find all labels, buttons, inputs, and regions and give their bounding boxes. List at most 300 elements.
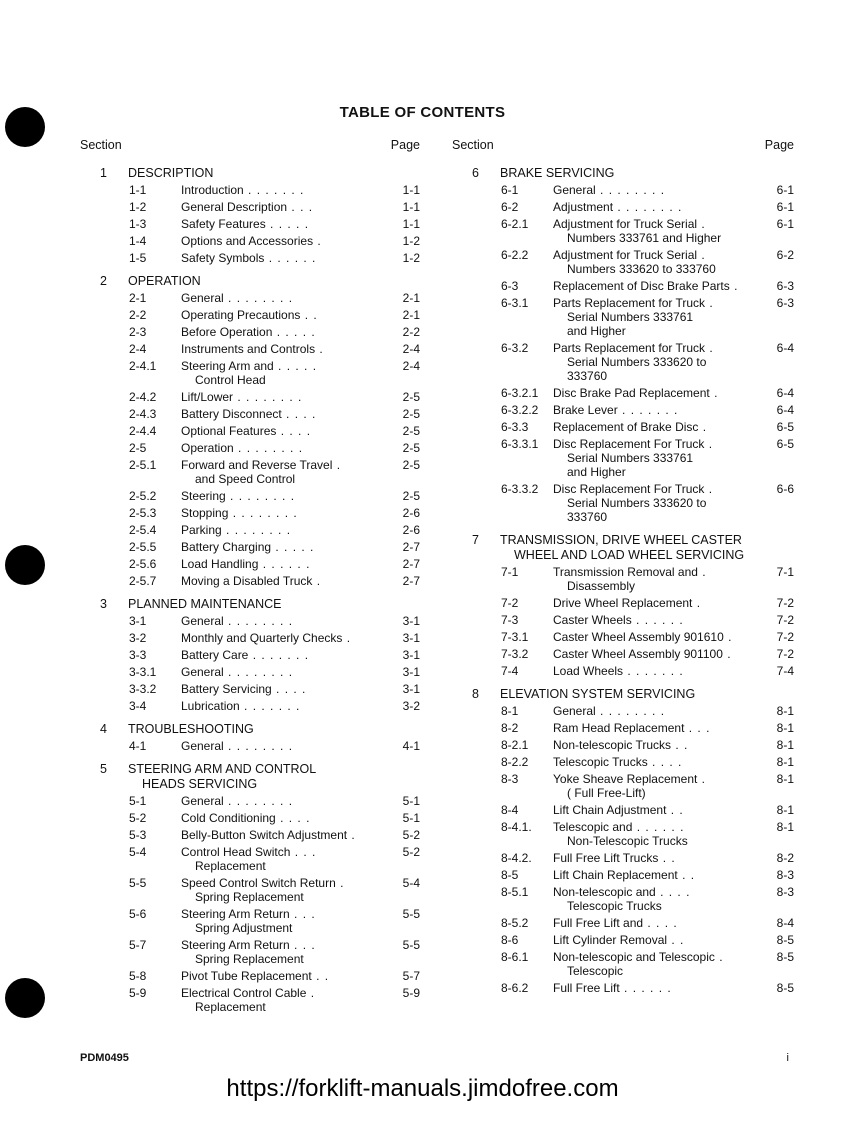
entry-title: Battery Charging (181, 540, 272, 554)
entry-text (181, 907, 384, 935)
entry-text (553, 916, 758, 930)
right-sections (452, 166, 794, 995)
entry-page: 2-5 (402, 489, 420, 503)
entry-number: 8-2.2 (501, 755, 529, 769)
entry-number: 3-4 (129, 699, 147, 713)
entry-page: 2-2 (402, 325, 420, 339)
entry-page: 2-7 (402, 557, 420, 571)
leader-dots: . . . (287, 200, 314, 214)
entry-title: Lift/Lower (181, 390, 234, 404)
leader-dots: . . . . (655, 885, 691, 899)
leader-dots: . (342, 631, 352, 645)
leader-dots: . . . . . . . . (223, 291, 294, 305)
entry-number: 8-5.1 (501, 885, 529, 899)
leader-dots: . (312, 574, 322, 588)
leader-dots: . (722, 647, 732, 661)
entry-text (553, 613, 758, 627)
entry-page: 1-2 (402, 234, 420, 248)
entry-title: Adjustment for Truck Serial (553, 248, 698, 262)
entry-title: Parking (181, 523, 222, 537)
entry-page: 1-1 (402, 183, 420, 197)
entry-title: Adjustment (553, 200, 614, 214)
toc-entry (80, 828, 420, 842)
toc-entry (80, 557, 420, 571)
leader-dots: . (705, 296, 714, 310)
entry-number: 6-3 (501, 279, 519, 293)
entry-text (553, 341, 758, 383)
entry-page: 1-2 (402, 251, 420, 265)
entry-number: 5-4 (129, 845, 147, 859)
entry-title: Options and Accessories (181, 234, 314, 248)
toc-entry (80, 811, 420, 825)
entry-title: Lift Chain Adjustment (553, 803, 667, 817)
entry-text (181, 200, 384, 214)
entry-number: 8-6 (501, 933, 519, 947)
leader-dots: . (692, 596, 702, 610)
toc-entry (80, 739, 420, 753)
leader-dots: . . . . . . (632, 820, 685, 834)
section-title (80, 762, 420, 792)
entry-title-continued: Disassembly (567, 579, 636, 593)
toc-entry (452, 885, 794, 913)
entry-number: 2-4.3 (129, 407, 157, 421)
entry-title: Full Free Lift Trucks (553, 851, 659, 865)
entry-text (553, 482, 758, 524)
entry-number: 7-4 (501, 664, 519, 678)
entry-page: 6-1 (776, 183, 794, 197)
entry-number: 5-8 (129, 969, 147, 983)
leader-dots: . . . . . . (258, 557, 311, 571)
entry-page: 5-2 (402, 845, 420, 859)
entry-title: Pivot Tube Replacement (181, 969, 312, 983)
entry-number: 2-5.1 (129, 458, 157, 472)
section-number: 2 (100, 274, 107, 288)
entry-text (553, 664, 758, 678)
entry-title: General (181, 665, 224, 679)
leader-dots: . . . . . . . . (223, 739, 294, 753)
entry-text (181, 986, 384, 1014)
entry-text (553, 565, 758, 593)
toc-section (80, 762, 420, 1014)
entry-page: 6-5 (776, 420, 794, 434)
entry-number: 2-5.5 (129, 540, 157, 554)
entry-page: 2-1 (402, 291, 420, 305)
entry-title: Steering Arm Return (181, 907, 290, 921)
entry-title: Replacement of Disc Brake Parts (553, 279, 730, 293)
entry-page: 3-1 (402, 682, 420, 696)
leader-dots: . . . . . (272, 325, 316, 339)
entry-page: 8-5 (776, 950, 794, 964)
entry-text (553, 820, 758, 848)
leader-dots: . . . . . . (631, 613, 684, 627)
entry-number: 3-3 (129, 648, 147, 662)
entry-page: 6-4 (776, 341, 794, 355)
entry-title: Replacement of Brake Disc (553, 420, 699, 434)
page-header-label: Page (764, 138, 794, 152)
entry-page: 3-1 (402, 648, 420, 662)
entry-text (181, 424, 384, 438)
entry-title: Caster Wheels (553, 613, 632, 627)
entry-number: 6-2 (501, 200, 519, 214)
entry-number: 5-2 (129, 811, 147, 825)
entry-page: 5-1 (402, 794, 420, 808)
entry-title: Full Free Lift (553, 981, 620, 995)
leader-dots: . (313, 234, 322, 248)
entry-number: 8-6.1 (501, 950, 529, 964)
toc-entry (80, 441, 420, 455)
source-url[interactable]: https://forklift-manuals.jimdofree.com (226, 1075, 619, 1102)
toc-entry (452, 482, 794, 524)
entry-text (553, 738, 758, 752)
entry-number: 8-3 (501, 772, 519, 786)
entry-page: 5-5 (402, 938, 420, 952)
entry-page: 7-2 (776, 596, 794, 610)
document-id: PDM0495 (80, 1052, 129, 1064)
entry-title: Battery Disconnect (181, 407, 282, 421)
entry-text (181, 682, 384, 696)
entry-title-continued: and Speed Control (195, 472, 296, 486)
leader-dots: . . . . (647, 755, 683, 769)
section-title (80, 166, 420, 181)
entry-number: 7-3 (501, 613, 519, 627)
toc-section (80, 722, 420, 753)
section-title-continued: HEADS SERVICING (142, 777, 258, 791)
entry-title-continued: Non-Telescopic Trucks (567, 834, 688, 848)
toc-entry (80, 407, 420, 421)
entry-page: 2-5 (402, 458, 420, 472)
entry-title: Optional Features (181, 424, 277, 438)
toc-entry (452, 851, 794, 865)
entry-page: 7-4 (776, 664, 794, 678)
entry-page: 8-1 (776, 721, 794, 735)
entry-number: 6-3.2 (501, 341, 529, 355)
entry-text (553, 183, 758, 197)
toc-entry (452, 565, 794, 593)
toc-entry (80, 648, 420, 662)
entry-page: 8-4 (776, 916, 794, 930)
entry-number: 5-1 (129, 794, 147, 808)
toc-section (80, 274, 420, 588)
leader-dots: . . . (289, 907, 316, 921)
toc-section (452, 533, 794, 678)
entry-title-continued: Serial Numbers 333761 (567, 451, 694, 465)
entry-title-continued: and Higher (567, 324, 626, 338)
toc-entry (80, 217, 420, 231)
entry-number: 6-3.3 (501, 420, 529, 434)
entry-text (181, 739, 384, 753)
entry-title-continued: ( Full Free-Lift) (567, 786, 646, 800)
entry-text (181, 828, 384, 842)
entry-text (181, 665, 384, 679)
entry-text (553, 755, 758, 769)
entry-text (181, 811, 384, 825)
punch-hole-middle (5, 545, 45, 585)
section-number: 8 (472, 687, 479, 701)
entry-number: 5-3 (129, 828, 147, 842)
entry-text (181, 631, 384, 645)
toc-entry (80, 308, 420, 322)
entry-page: 6-4 (776, 403, 794, 417)
entry-number: 6-2.2 (501, 248, 529, 262)
toc-entry (80, 614, 420, 628)
toc-entry (452, 664, 794, 678)
leader-dots: . . . (684, 721, 711, 735)
entry-number: 6-3.3.2 (501, 482, 539, 496)
entry-number: 6-2.1 (501, 217, 529, 231)
entry-title-continued: Serial Numbers 333620 to (567, 496, 707, 510)
entry-text (553, 248, 758, 276)
entry-number: 7-1 (501, 565, 519, 579)
section-number: 6 (472, 166, 479, 180)
entry-title-continued: Numbers 333761 and Higher (567, 231, 722, 245)
entry-title: Moving a Disabled Truck (181, 574, 313, 588)
entry-text (181, 390, 384, 404)
entry-text (553, 772, 758, 800)
entry-page: 5-2 (402, 828, 420, 842)
leader-dots: . . . . . . . . (233, 390, 303, 404)
entry-number: 8-2.1 (501, 738, 529, 752)
left-sections (80, 166, 420, 1014)
toc-entry (80, 574, 420, 588)
entry-number: 2-5.4 (129, 523, 157, 537)
entry-text (181, 458, 384, 486)
toc-entry (452, 738, 794, 752)
entry-title: Operation (181, 441, 234, 455)
entry-page: 2-7 (402, 574, 420, 588)
toc-entry (452, 341, 794, 383)
entry-text (553, 200, 758, 214)
entry-page: 2-6 (402, 506, 420, 520)
toc-entry (452, 868, 794, 882)
entry-text (181, 234, 384, 248)
entry-page: 4-1 (402, 739, 420, 753)
entry-page: 2-1 (402, 308, 420, 322)
entry-title: Telescopic and (553, 820, 633, 834)
leader-dots: . (704, 482, 714, 496)
section-title-text: TROUBLESHOOTING (128, 722, 254, 736)
entry-title-continued: Control Head (195, 373, 266, 387)
leader-dots: . . . . . . . . (221, 523, 292, 537)
entry-title: General (181, 739, 224, 753)
leader-dots: . (306, 986, 316, 1000)
entry-text (181, 574, 384, 588)
toc-entry (452, 420, 794, 434)
leader-dots: . . . . . . . . (613, 200, 683, 214)
entry-number: 2-5 (129, 441, 147, 455)
toc-entry (80, 234, 420, 248)
entry-title: General (181, 794, 224, 808)
entry-title: Forward and Reverse Travel (181, 458, 333, 472)
toc-entry (452, 403, 794, 417)
entry-text (181, 523, 384, 537)
entry-text (181, 489, 384, 503)
entry-text (181, 540, 384, 554)
entry-number: 6-3.3.1 (501, 437, 539, 451)
entry-number: 5-7 (129, 938, 147, 952)
entry-title: General Description (181, 200, 288, 214)
entry-text (553, 803, 758, 817)
toc-entry (80, 251, 420, 265)
leader-dots: . . . (289, 938, 316, 952)
entry-page: 8-3 (776, 885, 794, 899)
entry-title: Steering Arm Return (181, 938, 290, 952)
section-title (452, 533, 794, 563)
leader-dots: . . (658, 851, 676, 865)
entry-text (553, 868, 758, 882)
toc-entry (452, 296, 794, 338)
section-header-label: Section (452, 138, 494, 152)
entry-title: Steering Arm and (181, 359, 274, 373)
section-title-text: TRANSMISSION, DRIVE WHEEL CASTER (500, 533, 742, 547)
entry-text (181, 342, 384, 356)
entry-title-continued: Replacement (195, 1000, 266, 1014)
entry-text (181, 557, 384, 571)
toc-entry (80, 969, 420, 983)
entry-title: Before Operation (181, 325, 273, 339)
entry-number: 7-3.2 (501, 647, 529, 661)
entry-number: 6-3.2.2 (501, 403, 539, 417)
section-number: 5 (100, 762, 107, 776)
entry-number: 2-4.1 (129, 359, 157, 373)
toc-entry (80, 907, 420, 935)
leader-dots: . (714, 950, 724, 964)
leader-dots: . . . . . . . . (233, 441, 304, 455)
leader-dots: . . . . . . . . (595, 704, 666, 718)
entry-title: Operating Precautions (181, 308, 301, 322)
entry-number: 2-3 (129, 325, 147, 339)
column-header (452, 138, 794, 156)
toc-entry (452, 772, 794, 800)
toc-entry (452, 279, 794, 293)
entry-number: 2-4.2 (129, 390, 157, 404)
entry-text (553, 704, 758, 718)
toc-entry (80, 540, 420, 554)
entry-number: 8-2 (501, 721, 519, 735)
entry-page: 8-1 (776, 704, 794, 718)
toc-entry (80, 794, 420, 808)
entry-page: 2-6 (402, 523, 420, 537)
entry-title: Instruments and Controls (181, 342, 316, 356)
leader-dots: . . . . . . (264, 251, 317, 265)
punch-hole-bottom (5, 978, 45, 1018)
leader-dots: . . . . (643, 916, 678, 930)
toc-entry (452, 933, 794, 947)
toc-left-column (80, 138, 420, 1023)
entry-title-continued: Spring Replacement (195, 952, 304, 966)
entry-title-continued: and Higher (567, 465, 626, 479)
entry-number: 2-5.7 (129, 574, 157, 588)
entry-page: 2-5 (402, 390, 420, 404)
entry-page: 5-9 (402, 986, 420, 1000)
entry-title: Adjustment for Truck Serial (553, 217, 698, 231)
entry-text (181, 699, 384, 713)
entry-title: Caster Wheel Assembly 901100 (553, 647, 723, 661)
entry-text (553, 217, 758, 245)
entry-title: Parts Replacement for Truck (553, 296, 706, 310)
entry-page: 5-5 (402, 907, 420, 921)
section-title (452, 166, 794, 181)
leader-dots: . (347, 828, 356, 842)
toc-entry (452, 437, 794, 479)
entry-text (181, 217, 384, 231)
entry-number: 5-6 (129, 907, 147, 921)
entry-title: Stopping (181, 506, 229, 520)
entry-page: 7-2 (776, 647, 794, 661)
entry-title-continued: Numbers 333620 to 333760 (567, 262, 716, 276)
leader-dots: . . . . . . (619, 981, 672, 995)
leader-dots: . . . (290, 845, 317, 859)
entry-title: General (181, 291, 224, 305)
entry-title: Lift Cylinder Removal (553, 933, 668, 947)
entry-text (553, 296, 758, 338)
entry-page: 3-1 (402, 614, 420, 628)
entry-page: 3-1 (402, 665, 420, 679)
entry-text (553, 630, 758, 644)
entry-title: Steering (181, 489, 226, 503)
section-number: 1 (100, 166, 107, 180)
section-number: 7 (472, 533, 479, 547)
toc-entry (452, 704, 794, 718)
entry-number: 8-4.1. (501, 820, 532, 834)
entry-title: Non-telescopic Trucks (553, 738, 672, 752)
toc-entry (452, 820, 794, 848)
entry-title: Drive Wheel Replacement (553, 596, 693, 610)
toc-entry (80, 342, 420, 356)
toc-entry (452, 803, 794, 817)
toc-entry (80, 424, 420, 438)
entry-title: Yoke Sheave Replacement (553, 772, 698, 786)
entry-title-continued: 333760 (567, 510, 608, 524)
leader-dots: . (723, 630, 733, 644)
entry-number: 2-4.4 (129, 424, 157, 438)
entry-text (553, 403, 758, 417)
entry-page: 5-4 (402, 876, 420, 890)
section-header-label: Section (80, 138, 122, 152)
toc-section (80, 597, 420, 713)
toc-entry (452, 721, 794, 735)
entry-title: Non-telescopic and (553, 885, 656, 899)
section-title-text: OPERATION (128, 274, 201, 288)
entry-page: 2-5 (402, 424, 420, 438)
leader-dots: . . (667, 933, 685, 947)
section-number: 3 (100, 597, 107, 611)
entry-title-continued: Replacement (195, 859, 266, 873)
entry-text (553, 950, 758, 978)
toc-entry (80, 986, 420, 1014)
entry-title: Battery Servicing (181, 682, 272, 696)
entry-number: 1-5 (129, 251, 147, 265)
entry-text (181, 794, 384, 808)
entry-title-continued: Serial Numbers 333761 (567, 310, 694, 324)
entry-number: 5-5 (129, 876, 147, 890)
entry-text (553, 420, 758, 434)
toc-entry (452, 613, 794, 627)
leader-dots: . . . . . . . . (223, 614, 294, 628)
toc-entry (80, 390, 420, 404)
leader-dots: . . . . . (273, 359, 318, 373)
leader-dots: . (697, 248, 706, 262)
entry-title: Telescopic Trucks (553, 755, 648, 769)
entry-page: 8-5 (776, 933, 794, 947)
entry-text (181, 441, 384, 455)
leader-dots: . (729, 279, 739, 293)
entry-page: 6-5 (776, 437, 794, 451)
toc-entry (452, 630, 794, 644)
entry-page: 7-2 (776, 613, 794, 627)
section-title (80, 722, 420, 737)
leader-dots: . . . . . . . (623, 664, 684, 678)
entry-page: 3-1 (402, 631, 420, 645)
